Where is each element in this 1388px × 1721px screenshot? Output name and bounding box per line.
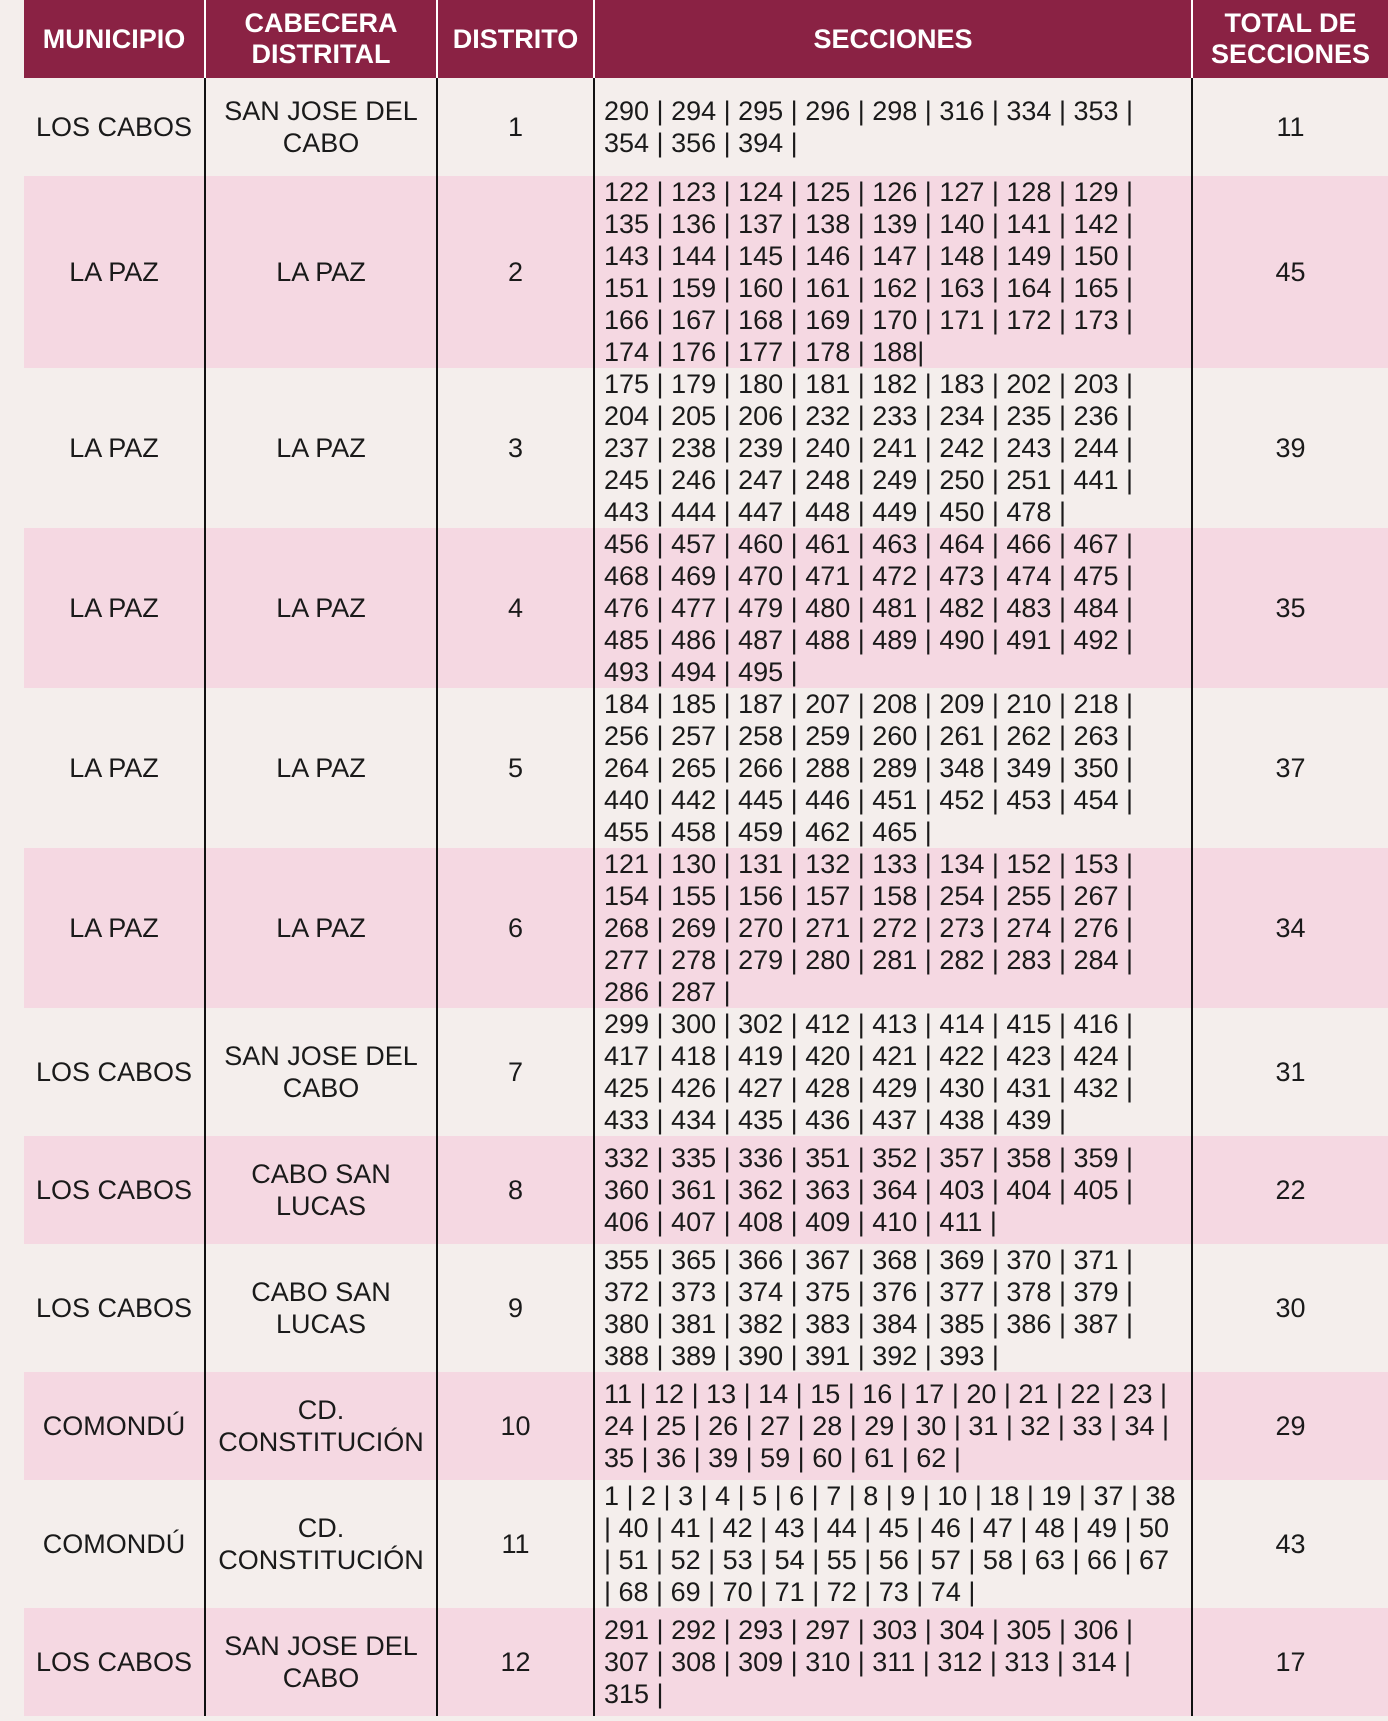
- cell-municipio: LOS CABOS: [35, 1057, 193, 1087]
- cell-secciones: 299 | 300 | 302 | 412 | 413 | 414 | 415 | 416 | 417 | 418 | 419 | 420 | 421 | 422 | 423 | 424 | 425 | 426 | 427 | 428 | 429 | 430 | 431 | 432 | 433 | 434 | 435 | 436 | 437 | 438 | 439 |: [594, 1008, 1192, 1136]
- table-row: [24, 688, 1388, 848]
- cell-secciones: 184 | 185 | 187 | 207 | 208 | 209 | 210 | 218 | 256 | 257 | 258 | 259 | 260 | 261 | 262 | 263 | 264 | 265 | 266 | 288 | 289 | 348 | 349 | 350 | 440 | 442 | 445 | 446 | 451 | 452 | 453 | 454 | 455 | 458 | 459 | 462 | 465 |: [594, 688, 1192, 848]
- cell-cabecera: LA PAZ: [205, 848, 437, 1008]
- cell-cabecera: LA PAZ: [205, 688, 437, 848]
- cell-total: 39: [1192, 368, 1388, 528]
- cell-total: 37: [1192, 688, 1388, 848]
- cell-municipio: LA PAZ: [69, 753, 159, 783]
- cell-secciones: 175 | 179 | 180 | 181 | 182 | 183 | 202 | 203 | 204 | 205 | 206 | 232 | 233 | 234 | 235 | 236 | 237 | 238 | 239 | 240 | 241 | 242 | 243 | 244 | 245 | 246 | 247 | 248 | 249 | 250 | 251 | 441 | 443 | 444 | 447 | 448 | 449 | 450 | 478 |: [594, 368, 1192, 528]
- cell-distrito: 2: [437, 176, 594, 368]
- cell-municipio: COMONDÚ: [42, 1411, 186, 1441]
- cell-total: 34: [1192, 848, 1388, 1008]
- districts-table: [24, 0, 1388, 1716]
- cell-total: 45: [1192, 176, 1388, 368]
- cell-municipio: COMONDÚ: [42, 1529, 186, 1559]
- cell-municipio: LA PAZ: [69, 593, 159, 623]
- cell-distrito: 1: [437, 78, 594, 176]
- cell-secciones: 291 | 292 | 293 | 297 | 303 | 304 | 305 | 306 | 307 | 308 | 309 | 310 | 311 | 312 | 313 | 314 | 315 |: [594, 1608, 1192, 1716]
- cell-secciones: 332 | 335 | 336 | 351 | 352 | 357 | 358 | 359 | 360 | 361 | 362 | 363 | 364 | 403 | 404 | 405 | 406 | 407 | 408 | 409 | 410 | 411 |: [594, 1136, 1192, 1244]
- cell-cabecera: SAN JOSE DEL CABO: [205, 1008, 437, 1136]
- cell-distrito: 6: [437, 848, 594, 1008]
- cell-total: 35: [1192, 528, 1388, 688]
- cell-municipio: LA PAZ: [69, 433, 159, 463]
- table-row: [24, 78, 1388, 176]
- cell-distrito: 11: [437, 1480, 594, 1608]
- cell-cabecera: CABO SAN LUCAS: [205, 1244, 437, 1372]
- cell-distrito: 7: [437, 1008, 594, 1136]
- cell-municipio: LOS CABOS: [35, 1293, 193, 1323]
- table-row: [24, 1608, 1388, 1716]
- cell-distrito: 10: [437, 1372, 594, 1480]
- table-row: [24, 1008, 1388, 1136]
- table-row: [24, 848, 1388, 1008]
- table-row: [24, 1136, 1388, 1244]
- cell-secciones: 355 | 365 | 366 | 367 | 368 | 369 | 370 | 371 | 372 | 373 | 374 | 375 | 376 | 377 | 378 | 379 | 380 | 381 | 382 | 383 | 384 | 385 | 386 | 387 | 388 | 389 | 390 | 391 | 392 | 393 |: [594, 1244, 1192, 1372]
- cell-distrito: 8: [437, 1136, 594, 1244]
- table-header: [24, 0, 1388, 78]
- districts-table-container: [24, 0, 1388, 1716]
- cell-distrito: 12: [437, 1608, 594, 1716]
- header-total: TOTAL DE SECCIONES: [1192, 0, 1388, 78]
- cell-municipio: LOS CABOS: [35, 112, 193, 142]
- header-secciones: SECCIONES: [594, 0, 1192, 78]
- cell-secciones: 1 | 2 | 3 | 4 | 5 | 6 | 7 | 8 | 9 | 10 | 18 | 19 | 37 | 38 | 40 | 41 | 42 | 43 | 44 | 45 | 46 | 47 | 48 | 49 | 50 | 51 | 52 | 53 | 54 | 55 | 56 | 57 | 58 | 63 | 66 | 67 | 68 | 69 | 70 | 71 | 72 | 73 | 74 |: [594, 1480, 1192, 1608]
- cell-cabecera: CD. CONSTITUCIÓN: [205, 1372, 437, 1480]
- cell-cabecera: CABO SAN LUCAS: [205, 1136, 437, 1244]
- cell-secciones: 121 | 130 | 131 | 132 | 133 | 134 | 152 | 153 | 154 | 155 | 156 | 157 | 158 | 254 | 255 | 267 | 268 | 269 | 270 | 271 | 272 | 273 | 274 | 276 | 277 | 278 | 279 | 280 | 281 | 282 | 283 | 284 | 286 | 287 |: [594, 848, 1192, 1008]
- table-row: [24, 176, 1388, 368]
- cell-secciones: 11 | 12 | 13 | 14 | 15 | 16 | 17 | 20 | 21 | 22 | 23 | 24 | 25 | 26 | 27 | 28 | 29 | 30 | 31 | 32 | 33 | 34 | 35 | 36 | 39 | 59 | 60 | 61 | 62 |: [594, 1372, 1192, 1480]
- cell-total: 17: [1192, 1608, 1388, 1716]
- cell-total: 31: [1192, 1008, 1388, 1136]
- cell-total: 11: [1192, 78, 1388, 176]
- cell-municipio: LA PAZ: [69, 257, 159, 287]
- cell-total: 30: [1192, 1244, 1388, 1372]
- cell-cabecera: LA PAZ: [205, 368, 437, 528]
- cell-secciones: 290 | 294 | 295 | 296 | 298 | 316 | 334 | 353 | 354 | 356 | 394 |: [594, 78, 1192, 176]
- cell-distrito: 5: [437, 688, 594, 848]
- cell-total: 29: [1192, 1372, 1388, 1480]
- cell-total: 43: [1192, 1480, 1388, 1608]
- table-row: [24, 1244, 1388, 1372]
- cell-municipio: LA PAZ: [69, 913, 159, 943]
- cell-cabecera: LA PAZ: [205, 176, 437, 368]
- cell-cabecera: SAN JOSE DEL CABO: [205, 78, 437, 176]
- table-row: [24, 1480, 1388, 1608]
- table-row: [24, 368, 1388, 528]
- cell-cabecera: LA PAZ: [205, 528, 437, 688]
- cell-municipio: LOS CABOS: [35, 1647, 193, 1677]
- table-body: [24, 78, 1388, 1716]
- table-row: [24, 528, 1388, 688]
- table-row: [24, 1372, 1388, 1480]
- cell-distrito: 4: [437, 528, 594, 688]
- cell-distrito: 3: [437, 368, 594, 528]
- header-municipio: MUNICIPIO: [42, 23, 186, 54]
- cell-municipio: LOS CABOS: [35, 1175, 193, 1205]
- cell-distrito: 9: [437, 1244, 594, 1372]
- cell-secciones: 122 | 123 | 124 | 125 | 126 | 127 | 128 | 129 | 135 | 136 | 137 | 138 | 139 | 140 | 141 | 142 | 143 | 144 | 145 | 146 | 147 | 148 | 149 | 150 | 151 | 159 | 160 | 161 | 162 | 163 | 164 | 165 | 166 | 167 | 168 | 169 | 170 | 171 | 172 | 173 | 174 | 176 | 177 | 178 | 188|: [594, 176, 1192, 368]
- cell-cabecera: SAN JOSE DEL CABO: [205, 1608, 437, 1716]
- header-row: [24, 0, 1388, 78]
- header-distrito: DISTRITO: [437, 0, 594, 78]
- cell-secciones: 456 | 457 | 460 | 461 | 463 | 464 | 466 | 467 | 468 | 469 | 470 | 471 | 472 | 473 | 474 | 475 | 476 | 477 | 479 | 480 | 481 | 482 | 483 | 484 | 485 | 486 | 487 | 488 | 489 | 490 | 491 | 492 | 493 | 494 | 495 |: [594, 528, 1192, 688]
- cell-total: 22: [1192, 1136, 1388, 1244]
- cell-cabecera: CD. CONSTITUCIÓN: [205, 1480, 437, 1608]
- header-cabecera: CABECERA DISTRITAL: [205, 0, 437, 78]
